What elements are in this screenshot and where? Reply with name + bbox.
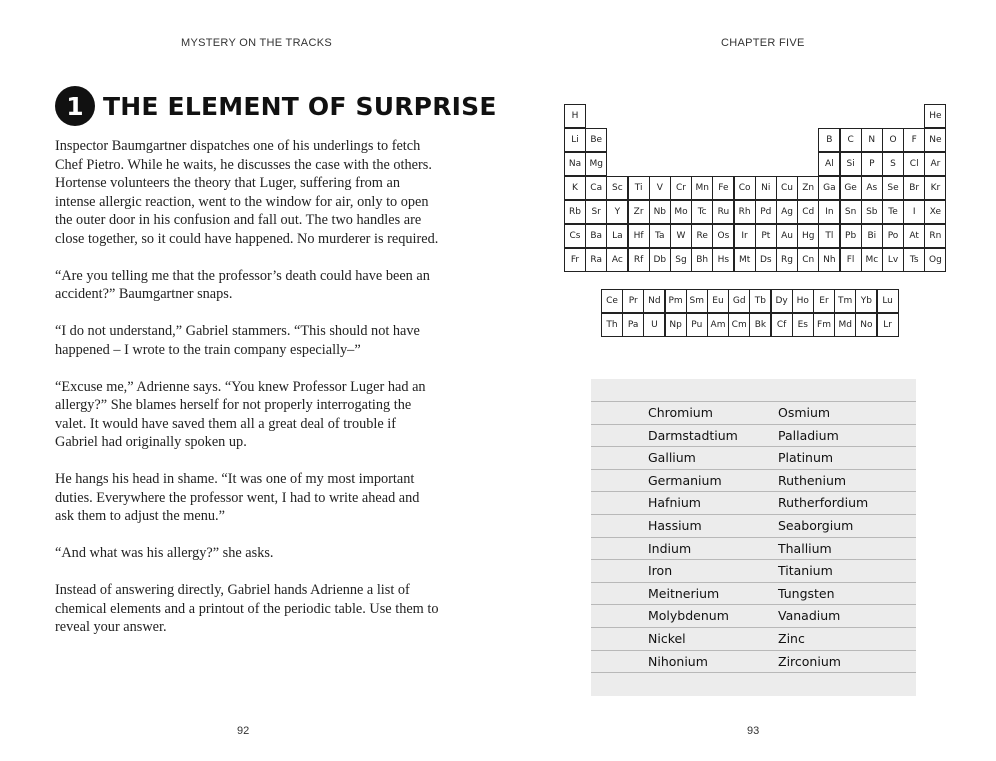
- element-cell-rn: Rn: [924, 224, 946, 248]
- element-cell-al: Al: [818, 152, 840, 176]
- element-list-card: [591, 379, 916, 696]
- element-cell-ac: Ac: [606, 248, 628, 272]
- element-name: Gallium: [648, 450, 696, 466]
- element-cell-no: No: [855, 313, 877, 337]
- element-name: Zirconium: [778, 653, 841, 669]
- ruled-line: [591, 559, 916, 560]
- element-cell-pu: Pu: [686, 313, 708, 337]
- element-cell-th: Th: [601, 313, 623, 337]
- element-name: Indium: [648, 540, 692, 556]
- paragraph: “And what was his allergy?” she asks.: [55, 545, 274, 561]
- ruled-line: [591, 514, 916, 515]
- element-cell-po: Po: [882, 224, 904, 248]
- element-cell-v: V: [649, 176, 671, 200]
- element-cell-ds: Ds: [755, 248, 777, 272]
- element-cell-o: O: [882, 128, 904, 152]
- element-cell-cu: Cu: [776, 176, 798, 200]
- element-cell-rf: Rf: [628, 248, 650, 272]
- element-cell-fl: Fl: [840, 248, 862, 272]
- element-cell-u: U: [643, 313, 665, 337]
- ruled-line: [591, 424, 916, 425]
- element-cell-f: F: [903, 128, 925, 152]
- element-cell-h: H: [564, 104, 586, 128]
- element-cell-bk: Bk: [749, 313, 771, 337]
- element-cell-re: Re: [691, 224, 713, 248]
- element-cell-ce: Ce: [601, 289, 623, 313]
- element-cell-ne: Ne: [924, 128, 946, 152]
- element-cell-tm: Tm: [834, 289, 856, 313]
- element-name: Osmium: [778, 405, 831, 420]
- paragraph: “Are you telling me that the professor’s death could have been an accident?” Baumgartner snaps.: [55, 267, 430, 302]
- element-cell-li: Li: [564, 128, 586, 152]
- element-cell-es: Es: [792, 313, 814, 337]
- element-name: Zinc: [778, 631, 805, 646]
- element-name: Germanium: [648, 472, 722, 488]
- element-cell-sr: Sr: [585, 200, 607, 224]
- element-cell-in: In: [818, 200, 840, 224]
- element-cell-ar: Ar: [924, 152, 946, 176]
- element-cell-ge: Ge: [840, 176, 862, 200]
- element-cell-sm: Sm: [686, 289, 708, 313]
- element-cell-as: As: [861, 176, 883, 200]
- element-cell-lu: Lu: [877, 289, 899, 313]
- running-header-left: MYSTERY ON THE TRACKS: [181, 37, 332, 49]
- paragraph: Inspector Baumgartner dispatches one of his underlings to fetch Chef Pietro. While he waits, he discusses the case with the others. Hortense volunteers the theory that Luger, suffering from an intense allergic reaction, went to the window for air, only to open the outer door in his confusion and fall out. The two handles are close together, so it could have happened. No murderer is required.: [55, 138, 439, 247]
- element-name: Meitnerium: [648, 585, 720, 601]
- element-cell-cs: Cs: [564, 224, 586, 248]
- element-name: Chromium: [648, 405, 713, 420]
- element-cell-mc: Mc: [861, 248, 883, 272]
- element-cell-c: C: [840, 128, 862, 152]
- element-cell-ni: Ni: [755, 176, 777, 200]
- element-cell-nh: Nh: [818, 248, 840, 272]
- element-cell-np: Np: [665, 313, 687, 337]
- element-name: Vanadium: [778, 608, 841, 624]
- element-cell-be: Be: [585, 128, 607, 152]
- chapter-number-badge: 1: [55, 86, 95, 126]
- element-cell-mg: Mg: [585, 152, 607, 176]
- element-name: Platinum: [778, 450, 834, 466]
- element-cell-mo: Mo: [670, 200, 692, 224]
- body-text: [55, 137, 440, 655]
- element-cell-ir: Ir: [734, 224, 756, 248]
- element-cell-ts: Ts: [903, 248, 925, 272]
- paragraph: Instead of answering directly, Gabriel hands Adrienne a list of chemical elements and a printout of the periodic table. Use them to reveal your answer.: [55, 582, 439, 635]
- page-number-left: 92: [237, 725, 250, 737]
- element-cell-pr: Pr: [622, 289, 644, 313]
- ruled-line: [591, 672, 916, 673]
- element-cell-hs: Hs: [712, 248, 734, 272]
- element-cell-lv: Lv: [882, 248, 904, 272]
- element-cell-bh: Bh: [691, 248, 713, 272]
- element-cell-gd: Gd: [728, 289, 750, 313]
- element-cell-bi: Bi: [861, 224, 883, 248]
- element-name: Palladium: [778, 427, 839, 443]
- page-number-right: 93: [747, 725, 760, 737]
- paragraph: He hangs his head in shame. “It was one of my most important duties. Everywhere the professor went, I had to write ahead and ask them to adjust the menu.”: [55, 471, 420, 524]
- element-name: Titanium: [778, 563, 833, 579]
- element-cell-zr: Zr: [628, 200, 650, 224]
- element-name: Iron: [648, 563, 673, 579]
- element-cell-md: Md: [834, 313, 856, 337]
- element-cell-am: Am: [707, 313, 729, 337]
- element-name: Hassium: [648, 518, 702, 533]
- element-cell-sc: Sc: [606, 176, 628, 200]
- element-cell-k: K: [564, 176, 586, 200]
- element-cell-mn: Mn: [691, 176, 713, 200]
- paragraph: “I do not understand,” Gabriel stammers. “This should not have happened – I wrote to the train company especially–”: [55, 323, 420, 358]
- running-header-right: CHAPTER FIVE: [721, 37, 805, 49]
- element-name: Ruthenium: [778, 472, 847, 488]
- element-cell-cm: Cm: [728, 313, 750, 337]
- element-cell-db: Db: [649, 248, 671, 272]
- element-cell-nb: Nb: [649, 200, 671, 224]
- chapter-title: THE ELEMENT OF SURPRISE: [103, 91, 497, 121]
- element-name: Nickel: [648, 631, 686, 646]
- element-cell-sg: Sg: [670, 248, 692, 272]
- element-cell-kr: Kr: [924, 176, 946, 200]
- element-cell-pt: Pt: [755, 224, 777, 248]
- element-cell-pb: Pb: [840, 224, 862, 248]
- element-cell-ta: Ta: [649, 224, 671, 248]
- element-cell-pd: Pd: [755, 200, 777, 224]
- element-cell-rh: Rh: [734, 200, 756, 224]
- element-cell-cn: Cn: [797, 248, 819, 272]
- element-cell-ca: Ca: [585, 176, 607, 200]
- element-cell-ra: Ra: [585, 248, 607, 272]
- element-cell-te: Te: [882, 200, 904, 224]
- element-cell-os: Os: [712, 224, 734, 248]
- element-cell-xe: Xe: [924, 200, 946, 224]
- element-name: Seaborgium: [778, 518, 854, 533]
- element-cell-ag: Ag: [776, 200, 798, 224]
- element-cell-at: At: [903, 224, 925, 248]
- element-cell-lr: Lr: [877, 313, 899, 337]
- ruled-line: [591, 537, 916, 538]
- element-cell-i: I: [903, 200, 925, 224]
- element-cell-se: Se: [882, 176, 904, 200]
- element-cell-cf: Cf: [771, 313, 793, 337]
- element-cell-fr: Fr: [564, 248, 586, 272]
- element-cell-si: Si: [840, 152, 862, 176]
- ruled-line: [591, 401, 916, 402]
- element-cell-pm: Pm: [665, 289, 687, 313]
- element-cell-cr: Cr: [670, 176, 692, 200]
- ruled-line: [591, 604, 916, 605]
- element-cell-tb: Tb: [749, 289, 771, 313]
- element-cell-tl: Tl: [818, 224, 840, 248]
- element-cell-zn: Zn: [797, 176, 819, 200]
- element-cell-tc: Tc: [691, 200, 713, 224]
- element-cell-og: Og: [924, 248, 946, 272]
- element-cell-b: B: [818, 128, 840, 152]
- ruled-line: [591, 446, 916, 447]
- element-cell-nd: Nd: [643, 289, 665, 313]
- element-name: Molybdenum: [648, 608, 729, 624]
- element-cell-sb: Sb: [861, 200, 883, 224]
- element-cell-co: Co: [734, 176, 756, 200]
- element-cell-hf: Hf: [628, 224, 650, 248]
- element-cell-ho: Ho: [792, 289, 814, 313]
- element-name: Tungsten: [778, 585, 835, 601]
- element-cell-eu: Eu: [707, 289, 729, 313]
- element-cell-w: W: [670, 224, 692, 248]
- element-name: Hafnium: [648, 495, 701, 511]
- element-cell-la: La: [606, 224, 628, 248]
- element-cell-hg: Hg: [797, 224, 819, 248]
- paragraph: “Excuse me,” Adrienne says. “You knew Professor Luger had an allergy?” She blames herself for not properly interrogating the valet. It would have saved them all a great deal of trouble if Gabriel had originally spoken up.: [55, 378, 426, 450]
- element-cell-fm: Fm: [813, 313, 835, 337]
- element-cell-he: He: [924, 104, 946, 128]
- element-cell-pa: Pa: [622, 313, 644, 337]
- element-cell-ga: Ga: [818, 176, 840, 200]
- element-cell-sn: Sn: [840, 200, 862, 224]
- element-cell-y: Y: [606, 200, 628, 224]
- ruled-line: [591, 650, 916, 651]
- element-cell-dy: Dy: [771, 289, 793, 313]
- element-cell-n: N: [861, 128, 883, 152]
- element-cell-s: S: [882, 152, 904, 176]
- element-cell-mt: Mt: [734, 248, 756, 272]
- element-cell-er: Er: [813, 289, 835, 313]
- element-cell-p: P: [861, 152, 883, 176]
- element-name: Thallium: [778, 540, 832, 556]
- element-cell-ru: Ru: [712, 200, 734, 224]
- ruled-line: [591, 582, 916, 583]
- element-cell-ti: Ti: [628, 176, 650, 200]
- ruled-line: [591, 627, 916, 628]
- element-cell-au: Au: [776, 224, 798, 248]
- ruled-line: [591, 491, 916, 492]
- element-cell-na: Na: [564, 152, 586, 176]
- element-name: Darmstadtium: [648, 427, 738, 443]
- element-cell-cd: Cd: [797, 200, 819, 224]
- element-cell-br: Br: [903, 176, 925, 200]
- element-cell-ba: Ba: [585, 224, 607, 248]
- element-cell-rg: Rg: [776, 248, 798, 272]
- element-name: Nihonium: [648, 653, 708, 669]
- ruled-line: [591, 469, 916, 470]
- element-cell-fe: Fe: [712, 176, 734, 200]
- chapter-heading: [55, 86, 497, 126]
- element-cell-yb: Yb: [855, 289, 877, 313]
- element-cell-rb: Rb: [564, 200, 586, 224]
- element-cell-cl: Cl: [903, 152, 925, 176]
- element-name: Rutherfordium: [778, 495, 869, 511]
